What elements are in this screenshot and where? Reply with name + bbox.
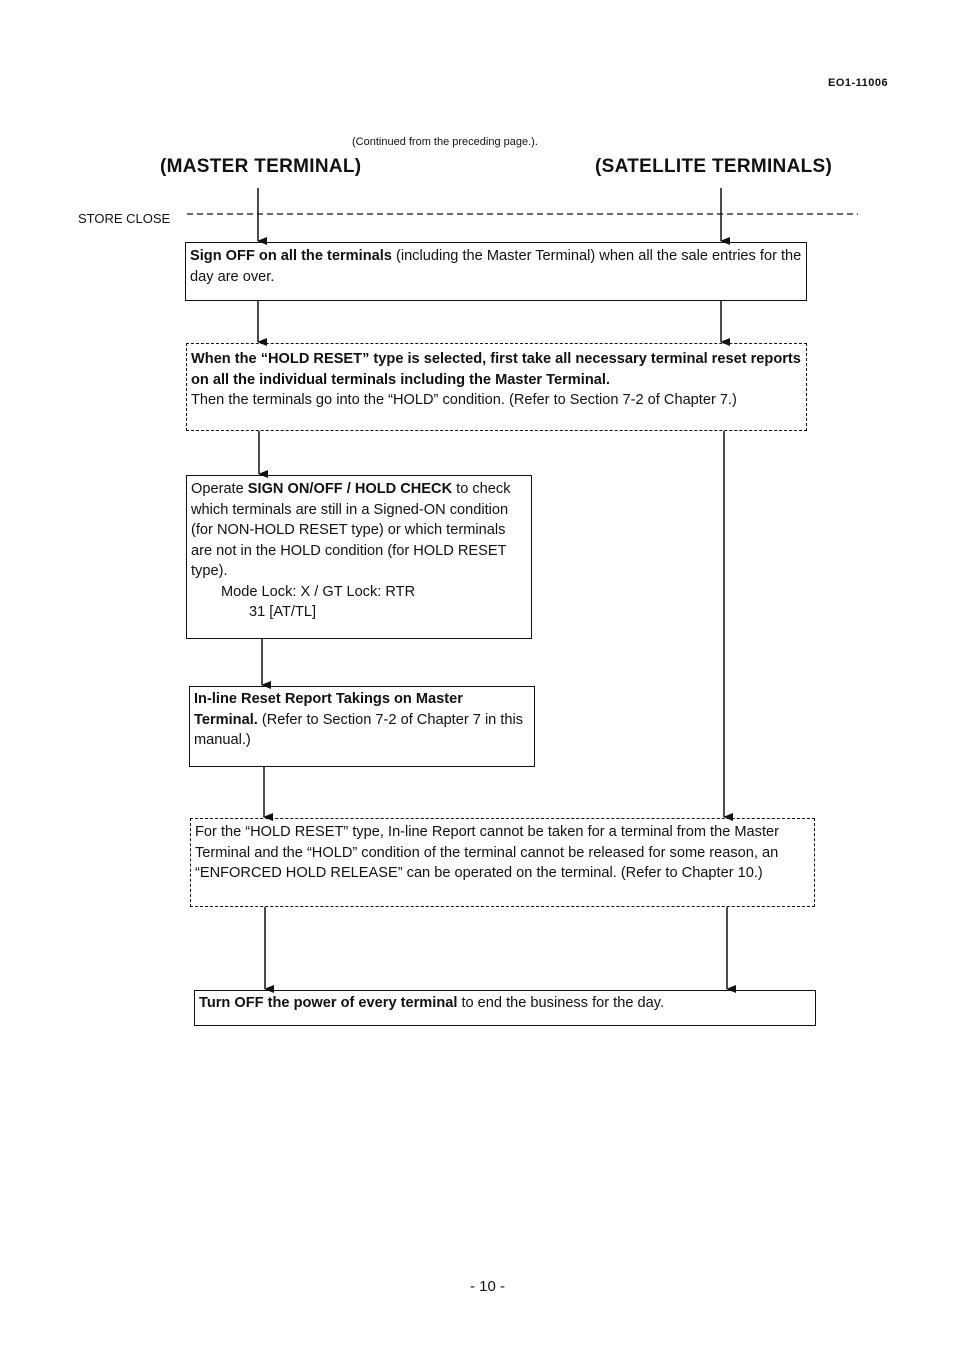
store-close-label: STORE CLOSE: [78, 211, 171, 226]
step-operate-check-text: to check which terminals are still in a Signed-ON condition (for NON-HOLD RESET type) or which terminals are not in the HOLD condition (for HOLD RESET type).: [191, 481, 511, 579]
step-sign-off-bold: Sign OFF on all the terminals: [190, 248, 392, 264]
satellite-terminals-heading: (SATELLITE TERMINALS): [595, 156, 833, 177]
step-inline-reset-text: (Refer to Section 7-2 of Chapter 7 in this manual.): [194, 711, 524, 748]
mode-lock-setting: Mode Lock: X / GT Lock: RTR: [221, 583, 416, 600]
continued-note: (Continued from the preceding page.).: [352, 136, 538, 148]
step-operate-check-pre: Operate: [191, 481, 248, 497]
step-enforced-release: [190, 818, 815, 907]
step-power-off-text: to end the business for the day.: [457, 995, 665, 1011]
step-hold-reset-text: Then the terminals go into the “HOLD” condition. (Refer to Section 7-2 of Chapter 7.): [191, 392, 737, 408]
step-inline-reset: [189, 686, 535, 767]
step-power-off: [194, 990, 816, 1026]
step-sign-off: [185, 242, 807, 301]
page-number: - 10 -: [470, 1278, 506, 1295]
step-sign-off-text: (including the Master Terminal) when all the sale entries for the day are over.: [190, 248, 802, 285]
step-hold-reset: [186, 343, 807, 431]
step-hold-reset-bold: When the “HOLD RESET” type is selected, first take all necessary terminal reset reports on all the individual terminals including the Master Terminal.: [191, 351, 801, 388]
step-power-off-bold: Turn OFF the power of every terminal: [199, 995, 458, 1011]
key-sequence: 31 [AT/TL]: [249, 604, 317, 620]
step-inline-reset-bold: In-line Reset Report Takings on Master Terminal.: [194, 691, 463, 728]
document-id: EO1-11006: [828, 77, 889, 89]
step-enforced-release-text: For the “HOLD RESET” type, In-line Report cannot be taken for a terminal from the Master Terminal and the “HOLD” condition of the terminal cannot be released for some reason, an “ENFORCED HOLD RELEASE” can be operated on the terminal. (Refer to Chapter 10.): [195, 824, 779, 881]
step-operate-check-bold: SIGN ON/OFF / HOLD CHECK: [247, 481, 453, 497]
step-operate-check: [186, 475, 532, 639]
master-terminal-heading: (MASTER TERMINAL): [160, 156, 362, 177]
